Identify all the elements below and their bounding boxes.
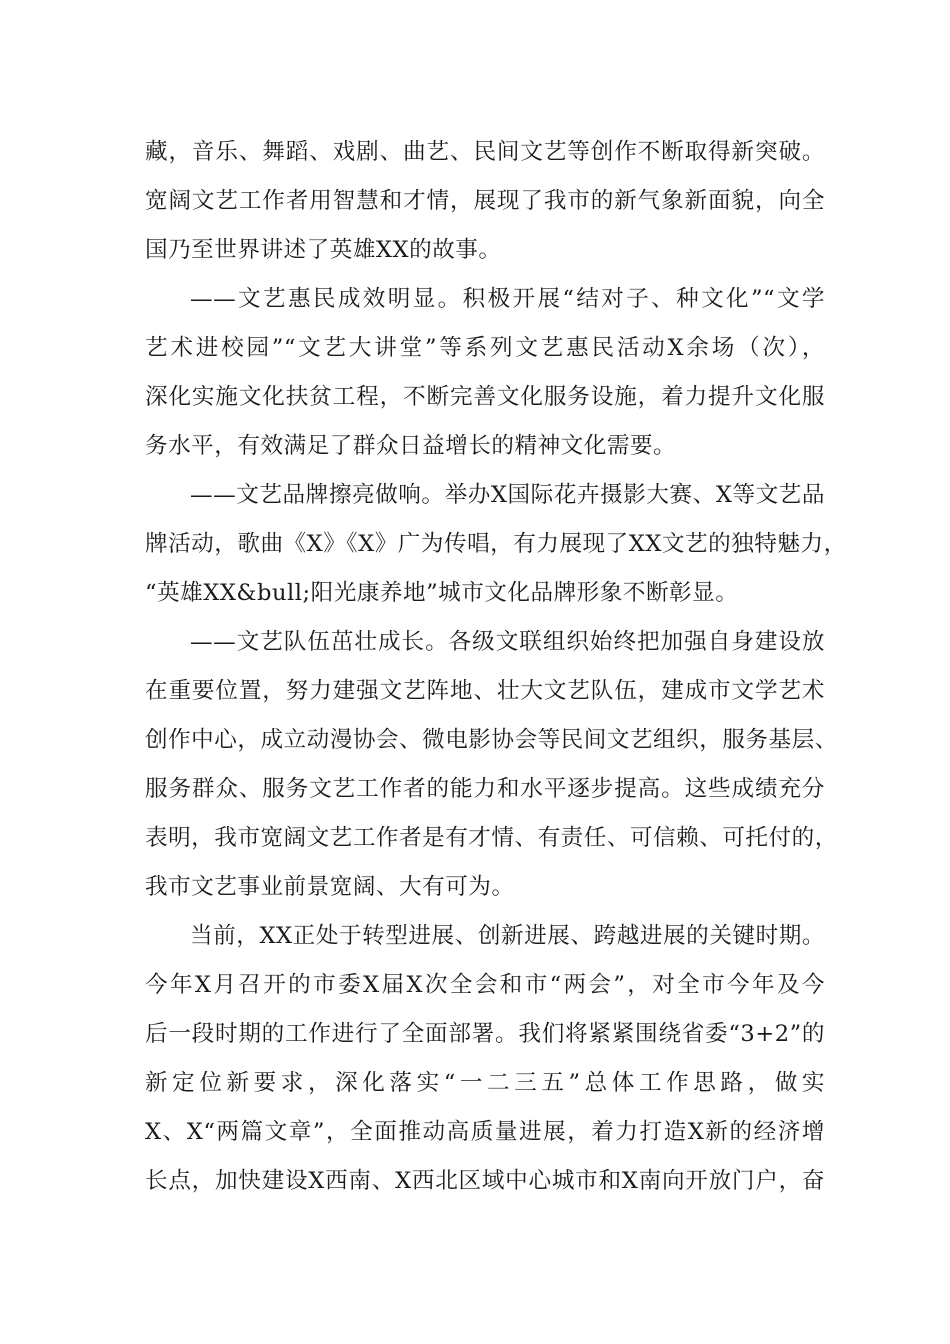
paragraph-start-line: 当前，XX正处于转型进展、创新进展、跨越进展的关键时期。 <box>190 923 825 949</box>
text-line: X、X“两篇文章”，全面推动高质量进展，着力打造X新的经济增 <box>145 1119 825 1145</box>
paragraph-start-line: ——文艺品牌擦亮做响。举办X国际花卉摄影大赛、X等文艺品 <box>190 482 825 508</box>
text-line: “英雄XX&bull;阳光康养地”城市文化品牌形象不断彰显。 <box>145 580 739 606</box>
text-line: 创作中心，成立动漫协会、微电影协会等民间文艺组织，服务基层、 <box>145 727 838 753</box>
text-line: 国乃至世界讲述了英雄XX的故事。 <box>145 237 502 263</box>
text-line: 我市文艺事业前景宽阔、大有可为。 <box>145 874 515 900</box>
text-line: 服务群众、服务文艺工作者的能力和水平逐步提高。这些成绩充分 <box>145 776 825 802</box>
text-line: 新定位新要求，深化落实“一二三五”总体工作思路，做实 <box>145 1070 825 1096</box>
text-line: 务水平，有效满足了群众日益增长的精神文化需要。 <box>145 433 677 459</box>
paragraph-start-line: ——文艺惠民成效明显。积极开展“结对子、种文化”“文学 <box>190 286 825 312</box>
text-line: 在重要位置，努力建强文艺阵地、壮大文艺队伍，建成市文学艺术 <box>145 678 825 704</box>
paragraph-start-line: ——文艺队伍茁壮成长。各级文联组织始终把加强自身建设放 <box>190 629 825 655</box>
text-line: 艺术进校园”“文艺大讲堂”等系列文艺惠民活动X余场（次）， <box>145 335 825 361</box>
text-line: 藏，音乐、舞蹈、戏剧、曲艺、民间文艺等创作不断取得新突破。 <box>145 139 825 165</box>
text-line: 宽阔文艺工作者用智慧和才情，展现了我市的新气象新面貌，向全 <box>145 188 825 214</box>
text-line: 牌活动，歌曲《X》《X》广为传唱，有力展现了XX文艺的独特魅力， <box>145 531 847 557</box>
text-line: 表明，我市宽阔文艺工作者是有才情、有责任、可信赖、可托付的， <box>145 825 838 851</box>
text-line: 长点，加快建设X西南、X西北区域中心城市和X南向开放门户，奋 <box>145 1168 825 1194</box>
text-line: 后一段时期的工作进行了全面部署。我们将紧紧围绕省委“3+2”的 <box>145 1021 825 1047</box>
text-line: 今年X月召开的市委X届X次全会和市“两会”，对全市今年及今 <box>145 972 825 998</box>
text-line: 深化实施文化扶贫工程，不断完善文化服务设施，着力提升文化服 <box>145 384 825 410</box>
